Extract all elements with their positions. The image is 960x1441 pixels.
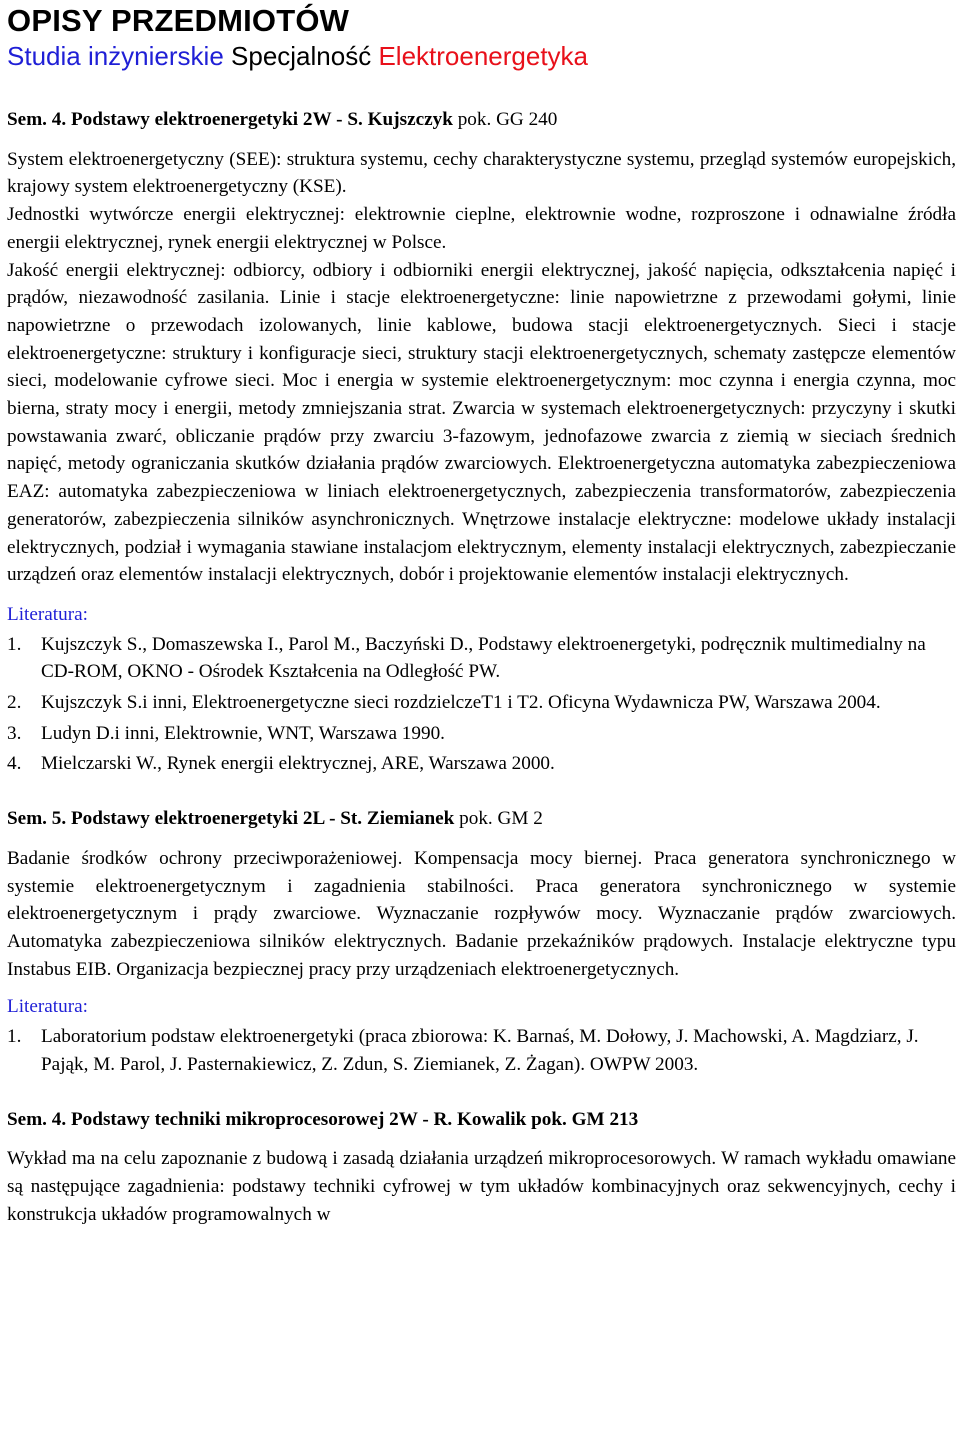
document-title: OPISY PRZEDMIOTÓW bbox=[7, 3, 350, 38]
course-description-paragraph: Jednostki wytwórcze energii elektrycznej: elektrownie cieplne, elektrownie wodne, rozproszone i odnawialne źródła energii elektrycznej, rynek energii elektrycznej w Polsce. bbox=[7, 204, 956, 253]
course-section-1 bbox=[7, 106, 956, 778]
course-heading-main: Sem. 4. Podstawy elektroenergetyki 2W - S. Kujszczyk bbox=[7, 109, 453, 130]
literature-list bbox=[7, 631, 956, 779]
document-page bbox=[7, 0, 956, 1228]
literature-label: Literatura: bbox=[7, 603, 88, 625]
document-subtitle bbox=[7, 40, 956, 72]
course-room: pok. GM 2 bbox=[454, 808, 543, 830]
subtitle-specialty-name: Elektroenergetyka bbox=[378, 41, 589, 71]
literature-item-text: Kujszczyk S., Domaszewska I., Parol M., Baczyński D., Podstawy elektroenergetyki, podręcznik multimedialny na CD-ROM, OKNO - Ośrodek Kształcenia na Odległość PW. bbox=[41, 633, 926, 683]
literature-item bbox=[7, 750, 956, 778]
course-description-paragraph: Jakość energii elektrycznej: odbiorcy, odbiory i odbiorniki energii elektrycznej, jakość napięcia, odkształcenia napięć i prądów, niezawodność zasilania. Linie i stacje elektroenergetyczne: linie napowietrzne z przewodami gołymi, linie napowietrzne o przewodach izolowanych, linie kablowe, budowa stacji elektroenergetycznych. Sieci i stacje elektroenergetyczne: struktury i konfiguracje sieci, struktury stacji elektroenergetycznych, schematy zastępcze elementów sieci, modelowanie cyfrowe sieci. Moc i energia w systemie elektroenergetycznym: moc czynna i energia czynna, moc bierna, straty mocy i energii, metody zmniejszania strat. Zwarcia w systemach elektroenergetycznych: przyczyny i skutki powstawania zwarć, obliczanie prądów przy zwarciu 3-fazowym, jednofazowe zwarcia z ziemią w sieciach średnich napięć, metody ograniczania skutków działania prądów zwarciowych. Elektroenergetyczna automatyka zabezpieczeniowa EAZ: automatyka zabezpieczeniowa w liniach elektroenergetycznych, zabezpieczenia transformatorów, zabezpieczenia generatorów, zabezpieczenia silników asynchronicznych. Wnętrzowe instalacje elektryczne: modelowe układy instalacji elektrycznych, podział i wymagania stawiane instalacjom elektrycznym, elementy instalacji elektrycznych, zabezpieczanie urządzeń oraz elementów instalacji elektrycznych, dobór i projektowanie elementów instalacji elektrycznych. bbox=[7, 259, 956, 586]
literature-item bbox=[7, 1023, 956, 1078]
course-description-paragraph: Badanie środków ochrony przeciwporażeniowej. Kompensacja mocy biernej. Praca generatora synchronicznego w systemie elektroenergetycznym i zagadnienia stabilności. Praca generatora synchronicznego w systemie elektroenergetycznym i prądy zwarciowe. Wyznaczanie rozpływów mocy. Wyznaczanie prądów zwarciowych. Automatyka zabezpieczeniowa silników elektrycznych. Badanie przekaźników prądowych. Instalacje elektryczne typu Instabus EIB. Organizacja bezpiecznej pracy przy urządzeniach elektroenergetycznych. bbox=[7, 847, 956, 980]
course-heading bbox=[7, 1106, 956, 1134]
literature-item bbox=[7, 631, 956, 686]
course-section-3 bbox=[7, 1106, 956, 1229]
literature-item-text: Laboratorium podstaw elektroenergetyki (praca zbiorowa: K. Barnaś, M. Dołowy, J. Machowski, A. Magdziarz, J. Pająk, M. Parol, J. Pasternakiewicz, Z. Zdun, S. Ziemianek, Z. Żagan). OWPW 2003. bbox=[41, 1026, 919, 1075]
literature-item-number: 1. bbox=[7, 633, 22, 655]
literature-label: Literatura: bbox=[7, 996, 88, 1018]
literature-item-number: 2. bbox=[7, 692, 22, 714]
literature-item-number: 3. bbox=[7, 722, 22, 744]
literature-item-text: Mielczarski W., Rynek energii elektrycznej, ARE, Warszawa 2000. bbox=[41, 753, 555, 775]
course-room: pok. GG 240 bbox=[452, 109, 558, 130]
literature-item bbox=[7, 720, 956, 748]
subtitle-specialty-label: Specjalność bbox=[231, 41, 372, 71]
subtitle-study-type: Studia inżynierskie bbox=[7, 41, 224, 71]
course-heading-main: Sem. 4. Podstawy techniki mikroprocesorowej 2W - R. Kowalik pok. GM 213 bbox=[7, 1108, 639, 1130]
literature-item bbox=[7, 689, 956, 717]
literature-item-text: Ludyn D.i inni, Elektrownie, WNT, Warszawa 1990. bbox=[41, 722, 445, 744]
literature-list bbox=[7, 1023, 956, 1078]
literature-item-number: 1. bbox=[7, 1026, 22, 1048]
literature-item-text: Kujszczyk S.i inni, Elektroenergetyczne sieci rozdzielczeT1 i T2. Oficyna Wydawnicza PW, Warszawa 2004. bbox=[41, 692, 881, 714]
course-description-paragraph: System elektroenergetyczny (SEE): struktura systemu, cechy charakterystyczne systemu, przegląd systemów europejskich, krajowy system elektroenergetyczny (KSE). bbox=[7, 148, 956, 198]
course-heading-main: Sem. 5. Podstawy elektroenergetyki 2L - St. Ziemianek bbox=[7, 808, 455, 830]
course-heading bbox=[7, 106, 956, 134]
course-heading bbox=[7, 805, 956, 833]
course-section-2 bbox=[7, 805, 956, 1078]
course-description-paragraph: Wykład ma na celu zapoznanie z budową i zasadą działania urządzeń mikroprocesorowych. W ramach wykładu omawiane są następujące zagadnienia: podstawy techniki cyfrowej w tym układów kombinacyjnych oraz sekwencyjnych, cechy i konstrukcja układów programowalnych w bbox=[7, 1148, 956, 1225]
literature-item-number: 4. bbox=[7, 753, 22, 775]
